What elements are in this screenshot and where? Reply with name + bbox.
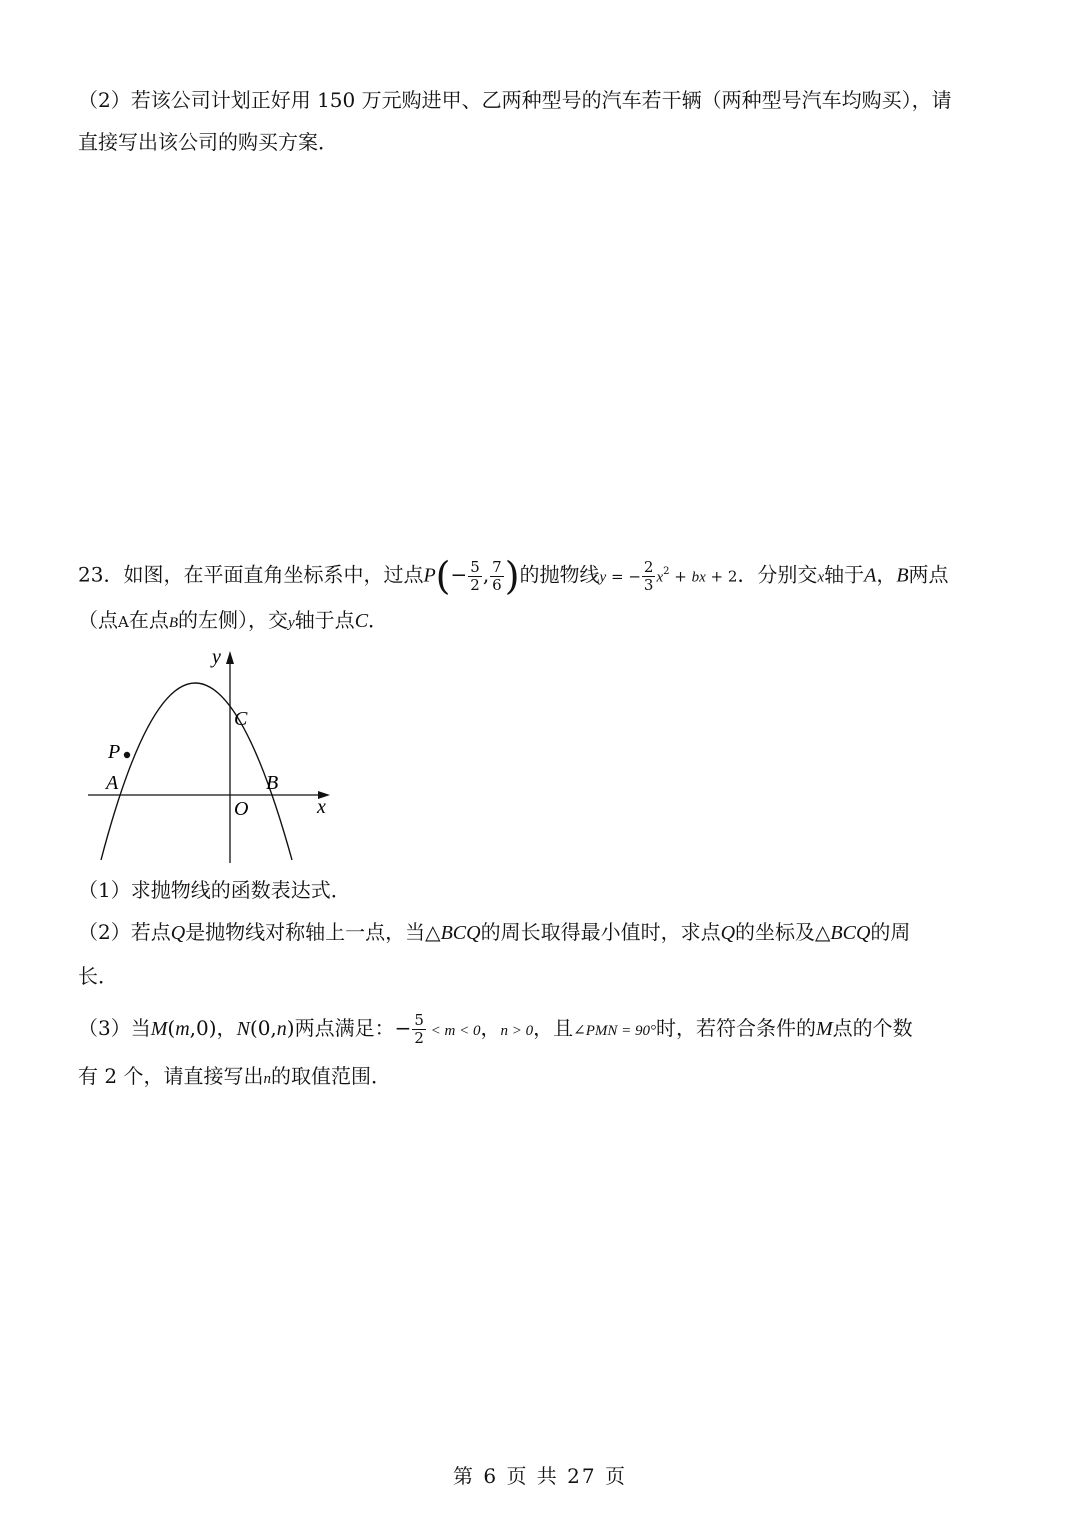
parabola-diagram bbox=[84, 645, 344, 870]
line2-point-a: A bbox=[118, 613, 129, 631]
close-paren: ) bbox=[504, 554, 520, 599]
point-p bbox=[124, 752, 130, 758]
fig-label-p: P bbox=[108, 741, 121, 763]
point-p-label: P bbox=[423, 564, 436, 587]
q23-intro-d: 轴于 bbox=[824, 562, 865, 587]
part1-text: （1）求抛物线的函数表达式． bbox=[78, 878, 351, 902]
part2-b: 是抛物线对称轴上一点，当△ bbox=[185, 920, 441, 944]
open-paren: ( bbox=[435, 554, 451, 599]
q23-intro-e: 两点 bbox=[908, 562, 949, 587]
parabola-curve bbox=[101, 683, 292, 860]
q22-part2-line1 bbox=[78, 86, 952, 114]
part2-bcq: BCQ bbox=[440, 922, 481, 944]
q23-part1 bbox=[78, 876, 351, 904]
comma-a: ， bbox=[876, 562, 897, 587]
label-a: A bbox=[864, 564, 877, 587]
fig-label-y: y bbox=[212, 646, 221, 668]
part3-ncoord-l: (0, bbox=[249, 1016, 277, 1040]
part3-m2: M bbox=[815, 1018, 833, 1040]
ineq-rest: < m < 0 bbox=[426, 1023, 481, 1039]
parabola-figure bbox=[84, 645, 344, 874]
x-axis-var: x bbox=[817, 569, 825, 586]
q23-intro-a: 如图，在平面直角坐标系中，过点 bbox=[123, 562, 424, 587]
q22-part2-line2 bbox=[78, 128, 338, 156]
eq-exponent: 2 bbox=[663, 566, 670, 577]
q23-line2 bbox=[78, 606, 388, 637]
angle-condition: ∠PMN = 90° bbox=[573, 1023, 656, 1039]
part2-e: 的周 bbox=[870, 920, 911, 944]
ineq-fraction bbox=[412, 1012, 426, 1047]
q23-intro-c: ．分别交 bbox=[737, 562, 818, 587]
q23-part2-line2 bbox=[78, 962, 118, 990]
p-x-numerator: 5 bbox=[470, 557, 480, 576]
p-y-numerator: 7 bbox=[492, 557, 502, 576]
eq-a-numerator: 2 bbox=[643, 557, 654, 576]
q22-part2-text-2: 直接写出该公司的购买方案． bbox=[78, 130, 338, 154]
q23-part3-line1 bbox=[78, 1012, 913, 1047]
q23-line2-end: ． bbox=[368, 608, 389, 632]
p-x-sign: − bbox=[450, 562, 468, 587]
p-y-denominator: 6 bbox=[492, 575, 502, 594]
question-number: 23． bbox=[78, 562, 124, 587]
q23-line2-a: （点 bbox=[78, 608, 118, 632]
q23-line2-d: 轴于点 bbox=[294, 608, 355, 632]
ineq-numerator: 5 bbox=[414, 1011, 424, 1029]
part3-m-point: M bbox=[150, 1018, 168, 1040]
q23-line2-c: 的左侧），交 bbox=[178, 608, 289, 632]
y-axis-var: y bbox=[288, 615, 295, 631]
part3-mcoord-r: ,0)， bbox=[189, 1016, 237, 1040]
part3-n-var: n bbox=[276, 1018, 287, 1040]
fig-label-o: O bbox=[234, 798, 249, 820]
part2-q: Q bbox=[170, 922, 186, 944]
line2-point-b: B bbox=[168, 615, 179, 631]
part3-line2-n: n bbox=[263, 1071, 271, 1087]
fig-label-c: C bbox=[234, 708, 248, 730]
p-x-denominator: 2 bbox=[470, 575, 480, 594]
part3-n-point: N bbox=[236, 1018, 250, 1040]
part3-c: ， bbox=[480, 1016, 501, 1040]
part2-c: 的周长取得最小值时，求点 bbox=[480, 920, 721, 944]
fig-label-b: B bbox=[266, 772, 279, 794]
q23-line1 bbox=[78, 554, 949, 599]
part2-line2: 长． bbox=[78, 964, 118, 988]
q23-part3-line2 bbox=[78, 1062, 391, 1093]
q23-intro-b: 的抛物线 bbox=[519, 562, 600, 587]
part3-line2-b: 的取值范围． bbox=[270, 1064, 391, 1088]
part3-ncoord-r: ) bbox=[286, 1016, 295, 1040]
label-b: B bbox=[896, 564, 909, 587]
eq-equals: = − bbox=[606, 567, 641, 586]
part3-a: （3）当 bbox=[78, 1016, 151, 1040]
part3-e: 时，若符合条件的 bbox=[655, 1016, 816, 1040]
eq-x: x bbox=[656, 569, 664, 586]
eq-const: + 2 bbox=[705, 567, 738, 586]
eq-plus: + bbox=[669, 567, 692, 586]
ineq-denominator: 2 bbox=[414, 1029, 424, 1047]
q23-part2-line1 bbox=[78, 918, 910, 947]
p-comma: , bbox=[482, 562, 490, 587]
label-c: C bbox=[354, 610, 369, 632]
y-axis-arrow bbox=[226, 651, 234, 664]
part3-d: ，且 bbox=[533, 1016, 574, 1040]
fig-label-x: x bbox=[317, 796, 326, 818]
eq-a-denominator: 3 bbox=[643, 575, 654, 594]
p-x-fraction bbox=[468, 559, 482, 594]
page-footer: 第 6 页 共 27 页 bbox=[453, 1464, 627, 1488]
part3-m-var: m bbox=[175, 1018, 190, 1040]
q23-line2-b: 在点 bbox=[128, 608, 169, 632]
eq-y: y bbox=[599, 569, 607, 586]
part2-d: 的坐标及△ bbox=[735, 920, 831, 944]
part3-f: 点的个数 bbox=[832, 1016, 913, 1040]
part3-line2-a: 有 2 个，请直接写出 bbox=[78, 1064, 264, 1088]
eq-a-fraction bbox=[642, 559, 656, 594]
q22-part2-text-1: （2）若该公司计划正好用 150 万元购进甲、乙两种型号的汽车若干辆（两种型号汽车均购买），请 bbox=[78, 88, 952, 112]
part3-b: 两点满足： bbox=[294, 1016, 395, 1040]
n-condition: n > 0 bbox=[500, 1023, 534, 1039]
p-y-fraction bbox=[490, 559, 504, 594]
eq-bx: bx bbox=[691, 569, 706, 586]
ineq-sign: − bbox=[394, 1016, 412, 1040]
fig-label-a: A bbox=[106, 772, 119, 794]
part2-q2: Q bbox=[720, 922, 736, 944]
part2-a: （2）若点 bbox=[78, 920, 171, 944]
part2-bcq2: BCQ bbox=[830, 922, 871, 944]
part3-mcoord-l: ( bbox=[167, 1016, 176, 1040]
